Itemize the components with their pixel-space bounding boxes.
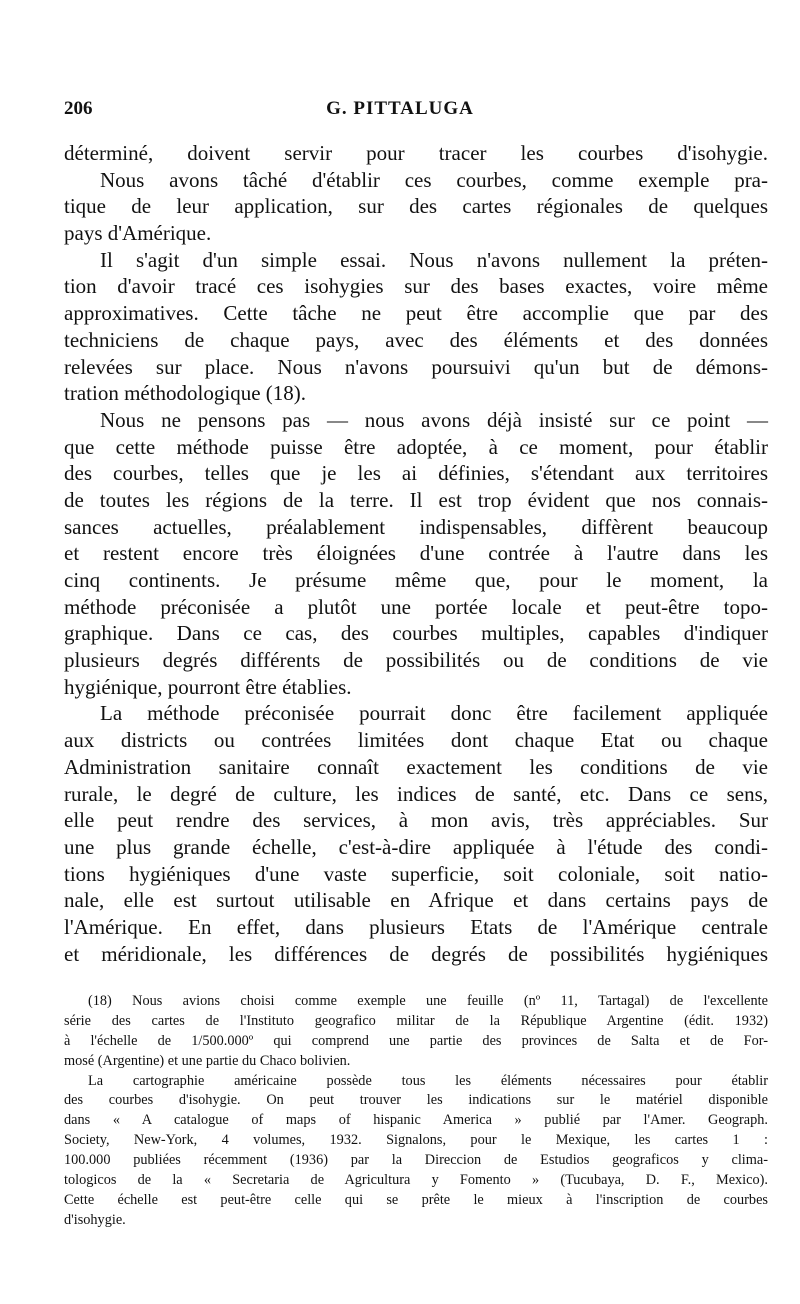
footnote-line: La cartographie américaine possède tous les éléments nécessaires pour établir — [88, 1072, 768, 1089]
footnote-line: d'isohygie. — [64, 1211, 126, 1228]
page-number: 206 — [64, 98, 93, 119]
body-text — [64, 140, 768, 967]
body-line: elle peut rendre des services, à mon avis, très appréciables. Sur — [64, 808, 768, 833]
body-line: et restent encore très éloignées d'une contrée à l'autre dans les — [64, 541, 768, 566]
body-line: tions hygiéniques d'une vaste superficie, soit coloniale, soit natio- — [64, 861, 768, 886]
body-line: et méridionale, les différences de degrés de possibilités hygiéniques — [64, 941, 768, 966]
footnote-line: (18) Nous avions choisi comme exemple une feuille (nº 11, Tartagal) de l'excellente — [88, 993, 768, 1009]
footnote-line: Cette échelle est peut-être celle qui se prête le mieux à l'inscription de courbes — [64, 1191, 768, 1208]
body-line: rurale, le degré de culture, les indices de santé, etc. Dans ce sens, — [64, 781, 768, 806]
body-line: aux districts ou contrées limitées dont chaque Etat ou chaque — [64, 728, 768, 753]
body-line: sances actuelles, préalablement indispensables, diffèrent beaucoup — [64, 514, 768, 539]
footnote-line: 100.000 publiées récemment (1936) par la Direccion de Estudios geograficos y clima- — [64, 1152, 768, 1169]
body-line: nale, elle est surtout utilisable en Afrique et dans certains pays de — [64, 888, 768, 913]
footnote-line: mosé (Argentine) et une partie du Chaco bolivien. — [64, 1052, 351, 1069]
footnote-line: des courbes d'isohygie. On peut trouver les indications sur le matériel disponible — [64, 1092, 768, 1109]
body-line: déterminé, doivent servir pour tracer les courbes d'isohygie. — [64, 141, 768, 165]
body-line: Nous avons tâché d'établir ces courbes, comme exemple pra- — [100, 167, 768, 192]
body-line: La méthode préconisée pourrait donc être facilement appliquée — [100, 701, 768, 726]
body-line: relevées sur place. Nous n'avons poursuivi qu'un but de démons- — [64, 354, 768, 379]
body-line: cinq continents. Je présume même que, pour le moment, la — [64, 568, 768, 592]
footnote-line: série des cartes de l'Instituto geografico militar de la République Argentine (édit. 1932) — [64, 1012, 768, 1029]
footnote-line: Society, New-York, 4 volumes, 1932. Signalons, pour le Mexique, les cartes 1 : — [64, 1132, 768, 1149]
body-line: tion d'avoir tracé ces isohygies sur des bases exactes, voire même — [64, 274, 768, 299]
body-line: plusieurs degrés différents de possibilités ou de conditions de vie — [64, 648, 768, 673]
body-line: Administration sanitaire connaît exactement les conditions de vie — [64, 754, 768, 779]
body-line: Il s'agit d'un simple essai. Nous n'avons nullement la préten- — [100, 247, 768, 272]
running-head — [64, 98, 736, 128]
body-line: Nous ne pensons pas — nous avons déjà insisté sur ce point — — [100, 407, 768, 432]
body-line: des courbes, telles que je les ai définies, s'étendant aux territoires — [64, 461, 768, 486]
body-line: tique de leur application, sur des cartes régionales de quelques — [64, 194, 768, 219]
body-line: pays d'Amérique. — [64, 221, 212, 246]
body-line: une plus grande échelle, c'est-à-dire appliquée à l'étude des condi- — [64, 834, 768, 859]
body-line: hygiénique, pourront être établies. — [64, 674, 352, 699]
body-line: tration méthodologique (18). — [64, 381, 307, 406]
body-line: méthode préconisée a plutôt une portée locale et peut-être topo- — [64, 594, 768, 619]
footnote-line: dans « A catalogue of maps of hispanic America » publié par l'Amer. Geograph. — [64, 1112, 768, 1129]
body-line: approximatives. Cette tâche ne peut être accomplie que par des — [64, 301, 768, 326]
body-line: techniciens de chaque pays, avec des éléments et des données — [64, 327, 768, 352]
body-line: de toutes les régions de la terre. Il est trop évident que nos connais- — [64, 487, 768, 512]
body-line: l'Amérique. En effet, dans plusieurs Etats de l'Amérique centrale — [64, 914, 768, 939]
running-title: G. PITTALUGA — [326, 98, 474, 119]
footnote-line: à l'échelle de 1/500.000º qui comprend une partie des provinces de Salta et de For- — [64, 1032, 768, 1049]
footnote-line: tologicos de la « Secretaria de Agricultura y Fomento » (Tucubaya, D. F., Mexico). — [64, 1172, 768, 1189]
footnotes — [64, 992, 768, 1231]
body-line: graphique. Dans ce cas, des courbes multiples, capables d'indiquer — [64, 621, 768, 646]
body-line: que cette méthode puisse être adoptée, à ce moment, pour établir — [64, 434, 768, 459]
